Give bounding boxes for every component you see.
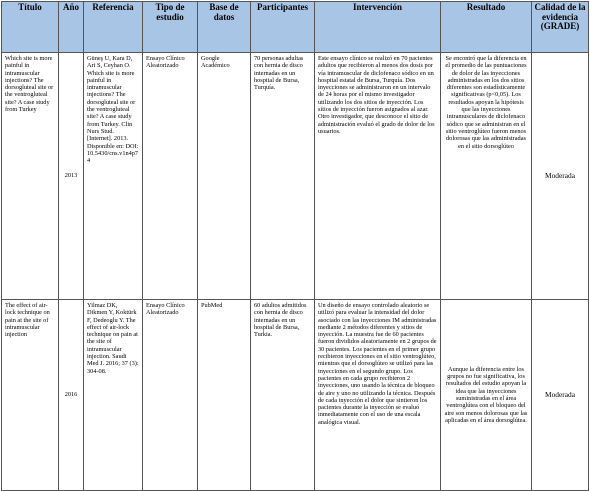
cell-resultado: Aunque la diferencia entre los grupos no fue significativa, los resultados del estudio apoyan la idea que las inyecciones suministradas en el área ventroglútea con el bloqueo del aire son menos dolorosas que las aplicadas en el área dorsoglútea. (441, 300, 532, 491)
cell-base-datos: PubMed (198, 300, 251, 491)
cell-referencia: Yilmaz DK, Dikmen Y, Koktürk F, Dedeoglu Y. The effect of air-lock technique on pain at the site of intramuscular injection. Saudi Med J. 2016; 37 (3): 304-08. (84, 300, 143, 491)
cell-referencia: Güneş U, Kara D, Ari S, Ceyhan O. Which site is more painful in intramuscular injections? The dorsogluteal site or the ventrogluteal site? A case study from Turkey. Clin Nurs Stud. [Internet]. 2013. Disponible en: DOI: 10.5430/cns.v1n4p74 (84, 53, 143, 300)
cell-tipo-estudio: Ensayo Clínico Aleatorizado (143, 300, 198, 491)
cell-titulo: Which site is more painful in intramuscular injections? The dorsogluteal site or the ventrogluteal site? A case study from Turkey (2, 53, 59, 300)
cell-anio: 2016 (59, 300, 84, 491)
cell-base-datos: Google Académico (198, 53, 251, 300)
header-referencia: Referencia (84, 2, 143, 53)
header-resultado: Resultado (441, 2, 532, 53)
header-anio: Año (59, 2, 84, 53)
cell-intervencion: Este ensayo clínico se realizó en 70 pacientes adultos que recibieron al menos dos dosis por vía intramuscular de diclofenaco sódico en un hospital estatal de Bursa, Turquía. Dos inyecciones se administraron en un intervalo de 24 horas por el mismo investigador utilizando los dos sitios de inyección. Los sitios de inyección fueron asignados al azar. Otro investigador, que desconoce el sitio de administración evaluó el grado de dolor de los usuarios. (315, 53, 441, 300)
header-tipo-estudio: Tipo de estudio (143, 2, 198, 53)
cell-anio: 2013 (59, 53, 84, 300)
table-row (2, 300, 589, 491)
cell-resultado: Se encontró que la diferencia en el promedio de las puntuaciones de dolor de las inyecciones administradas en los dos sitios diferentes son estadísticamente significativas (p<0,05). Los resultados apoyan la hipótesis que las inyecciones intramusculares de diclofenaco sódico que se administran en el sitio ventroglúteo fueron menos dolorosas que las administradas en el sitio dorsoglúteo (441, 53, 532, 300)
table-row (2, 53, 589, 300)
header-calidad: Calidad de la evidencia (GRADE) (532, 2, 589, 53)
cell-participantes: 70 personas adultas con hernia de disco internadas en un hospital de Bursa, Turquía. (251, 53, 315, 300)
cell-calidad: Moderada (532, 53, 589, 300)
evidence-table (1, 1, 589, 491)
header-base-datos: Base de datos (198, 2, 251, 53)
cell-intervencion: Un diseño de ensayo controlado aleatorio se utilizó para evaluar la intensidad del dolor asociado con las inyecciones IM administradas mediante 2 métodos diferentes y sitios de inyección. La muestra fue de 60 pacientes fueron divididos aleatoriamente en 2 grupos de 30 pacientes. Los pacientes en el primer grupo recibieron inyecciones en el sitio ventroglúteo, mientras que el dorsoglúteo se utilizó para las inyecciones en el segundo grupo. Los pacientes en cada grupo recibieron 2 inyecciones, uno usando la técnica de bloqueo de aire y uno no utilizando la técnica. Después de cada inyección el dolor que sintieron los pacientes durante la inyección se evaluó inmediatamente con el uso de una escala analógica visual. (315, 300, 441, 491)
header-participantes: Participantes (251, 2, 315, 53)
cell-participantes: 60 adultos admitidos con hernia de disco internadas en un hospital de Bursa, Turkia. (251, 300, 315, 491)
cell-calidad: Moderada (532, 300, 589, 491)
header-row (2, 2, 589, 53)
cell-titulo: The effect of air-lock technique on pain at the site of intramuscular injection (2, 300, 59, 491)
header-intervencion: Intervención (315, 2, 441, 53)
header-titulo: Título (2, 2, 59, 53)
cell-tipo-estudio: Ensayo Clínico Aleatorizado (143, 53, 198, 300)
